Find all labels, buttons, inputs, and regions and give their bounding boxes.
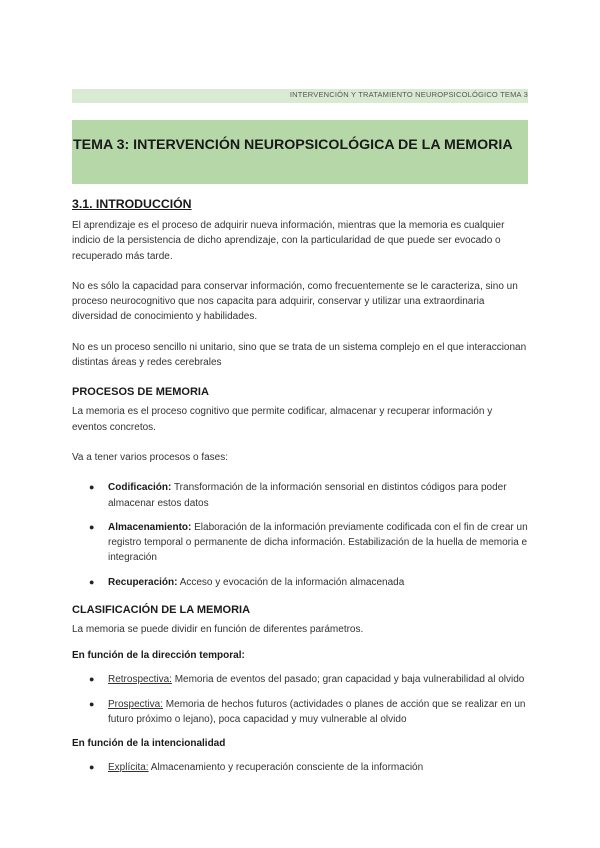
section-heading-processes: PROCESOS DE MEMORIA	[72, 386, 209, 399]
bullet-icon: ●	[89, 482, 95, 493]
bullet-icon: ●	[89, 762, 95, 773]
list-item	[72, 760, 528, 775]
running-header	[72, 89, 528, 103]
list-item	[72, 520, 528, 566]
title-banner	[72, 120, 528, 184]
process-list	[72, 480, 528, 590]
bullet-icon: ●	[89, 521, 95, 532]
temporal-list	[72, 672, 528, 727]
list-item-text: Transformación de la información sensorial en distintos códigos para poder almacenar estos datos	[108, 482, 507, 509]
list-item	[72, 697, 528, 728]
bullet-icon: ●	[89, 576, 95, 587]
list-item	[72, 480, 528, 511]
list-item-term: Prospectiva:	[108, 698, 164, 710]
intentional-list	[72, 760, 528, 775]
list-item-text: Memoria de hechos futuros (actividades o planes de acción que se realizar en un futuro próximo o lejano), poca capacidad y muy vulnerable al olvido	[108, 698, 526, 725]
paragraph: La memoria se puede dividir en función de diferentes parámetros.	[72, 624, 364, 636]
list-item-text: Almacenamiento y recuperación consciente de la información	[148, 762, 424, 774]
paragraph: No es sólo la capacidad para conservar información, como frecuentemente se le caracteriza, sino un proceso neurocognitivo que nos capacita para adquirir, conservar y utilizar una extraordinaria diversidad de conocimiento y habilidades.	[72, 280, 518, 323]
list-item-term: Retrospectiva:	[108, 674, 172, 686]
list-item-text: Memoria de eventos del pasado; gran capacidad y baja vulnerabilidad al olvido	[171, 674, 525, 686]
list-item-text: Elaboración de la información previamente codificada con el fin de crear un registro temporal o permanente de dicha información. Estabilización de la huella de memoria e integración	[108, 521, 528, 564]
running-header-text: INTERVENCIÓN Y TRATAMIENTO NEUROPSICOLÓGICO TEMA 3	[289, 90, 528, 99]
list-item-text: Acceso y evocación de la información almacenada	[177, 576, 405, 588]
list-item-term: Almacenamiento:	[108, 521, 192, 533]
paragraph: La memoria es el proceso cognitivo que permite codificar, almacenar y recuperar información y eventos concretos.	[72, 406, 493, 433]
subheading-temporal: En función de la dirección temporal:	[72, 650, 245, 662]
page-title: TEMA 3: INTERVENCIÓN NEUROPSICOLÓGICA DE LA MEMORIA	[73, 137, 513, 153]
paragraph: No es un proceso sencillo ni unitario, sino que se trata de un sistema complejo en el que interaccionan distintas áreas y redes cerebrales	[72, 341, 527, 369]
list-item-term: Codificación:	[108, 482, 172, 494]
list-item-term: Explícita:	[108, 762, 149, 774]
paragraph: Va a tener varios procesos o fases:	[72, 451, 229, 463]
list-item-term: Recuperación:	[108, 576, 178, 588]
list-item	[72, 672, 528, 687]
subheading-intentional: En función de la intencionalidad	[72, 738, 226, 750]
section-heading-intro: 3.1. INTRODUCCIÓN	[72, 197, 192, 211]
bullet-icon: ●	[89, 674, 95, 685]
bullet-icon: ●	[89, 698, 95, 709]
section-heading-classification: CLASIFICACIÓN DE LA MEMORIA	[72, 604, 251, 617]
document-body	[72, 196, 528, 785]
paragraph: El aprendizaje es el proceso de adquirir nueva información, mientras que la memoria es cualquier indicio de la persistencia de dicho aprendizaje, con la particularidad de que puede ser evocado o recuperado más tarde.	[72, 220, 505, 262]
list-item	[72, 575, 528, 590]
